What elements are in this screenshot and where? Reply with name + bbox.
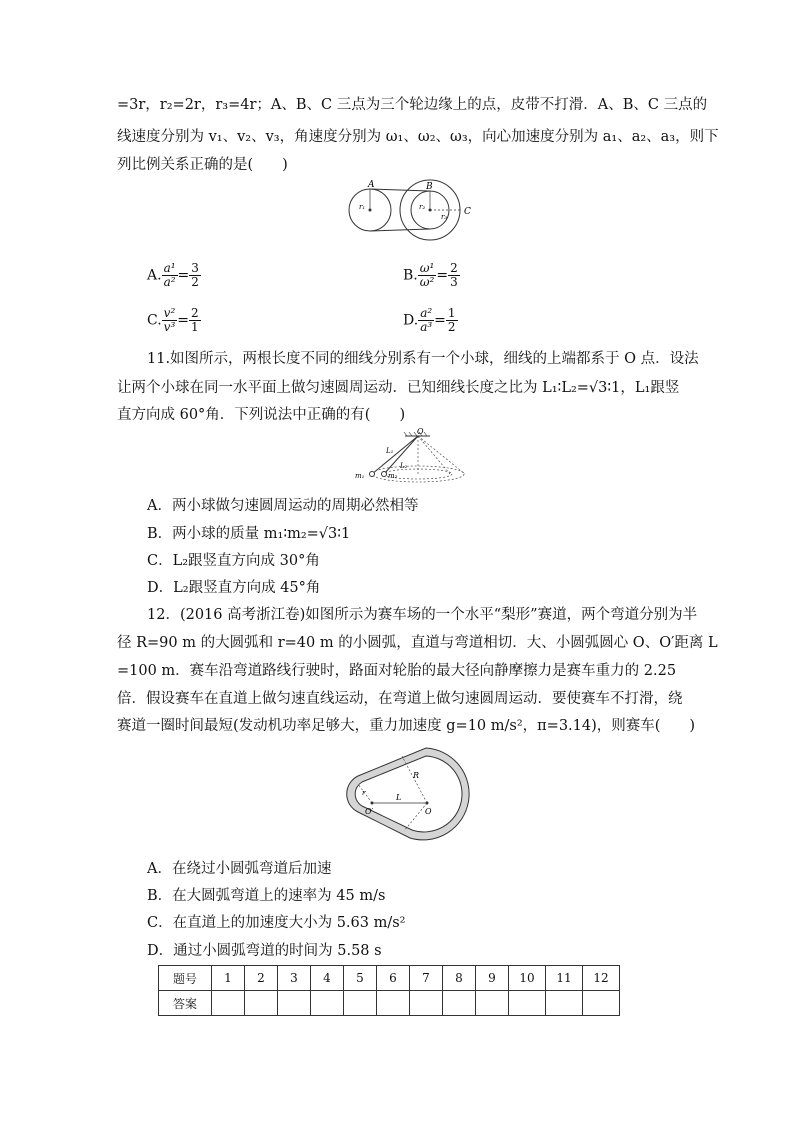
q11-line3: 直方向成 60°角．下列说法中正确的有( ) (117, 407, 406, 423)
table-cell: 8 (443, 966, 476, 991)
ratio-den: 3 (450, 275, 458, 289)
label-o: O (425, 807, 432, 816)
ratio-num: 3 (191, 261, 199, 275)
option-letter: C. (147, 312, 162, 329)
table-cell: 4 (311, 966, 344, 991)
table-cell: 1 (212, 966, 245, 991)
ratio-den: 2 (191, 275, 199, 289)
answer-table (158, 965, 620, 1016)
answer-cell[interactable] (278, 991, 311, 1016)
frac-den: ω² (419, 275, 435, 289)
label-o-prime: O′ (365, 807, 374, 816)
label-r-small: r (362, 789, 366, 797)
q12-line3: =100 m．赛车沿弯道路线行驶时，路面对轮胎的最大径向静摩擦力是赛车重力的 2.25 (117, 663, 677, 679)
frac-den: a³ (420, 320, 433, 334)
table-cell: 2 (245, 966, 278, 991)
label-m2: m₂ (388, 472, 398, 480)
label-l1: L₁ (386, 447, 394, 455)
frac-num: a¹ (163, 261, 176, 275)
q12-line4: 倍．假设赛车在直道上做匀速直线运动，在弯道上做匀速圆周运动．要使赛车不打滑，绕 (117, 691, 683, 707)
table-cell: 10 (509, 966, 546, 991)
q10-option-c[interactable] (147, 307, 201, 334)
answer-cell[interactable] (212, 991, 245, 1016)
table-cell: 3 (278, 966, 311, 991)
q12-line5: 赛道一圈时间最短(发动机功率足够大，重力加速度 g=10 m/s²，π=3.14)，则赛车( ) (117, 718, 696, 734)
q10-option-d[interactable] (403, 307, 458, 334)
ratio-num: 2 (450, 261, 458, 275)
answer-cell[interactable] (546, 991, 583, 1016)
answer-cell[interactable] (410, 991, 443, 1016)
table-row (159, 991, 620, 1016)
q11-option-a[interactable]: A．两小球做匀速圆周运动的周期必然相等 (147, 498, 419, 514)
q10-option-a[interactable] (147, 262, 201, 289)
table-row (159, 966, 620, 991)
label-o: O (417, 428, 424, 436)
frac-num: a² (420, 306, 433, 320)
track-figure (338, 744, 476, 844)
ratio-num: 1 (447, 306, 456, 320)
q12-line2: 径 R=90 m 的大圆弧和 r=40 m 的小圆弧，直道与弯道相切．大、小圆弧圆心 O、O′距离 L (117, 635, 718, 651)
label-c: C (464, 207, 471, 217)
q11-option-b[interactable]: B．两小球的质量 m₁∶m₂=√3∶1 (147, 526, 351, 542)
q10-line3: 列比例关系正确的是( ) (117, 157, 288, 173)
q10-line2: 线速度分别为 v₁、v₂、v₃，角速度分别为 ω₁、ω₂、ω₃，向心加速度分别为 a₁、a₂、a₃，则下 (117, 129, 719, 145)
q11-option-c[interactable]: C．L₂跟竖直方向成 30°角 (147, 553, 320, 569)
ratio-den: 2 (447, 320, 456, 334)
label-r-big: R (413, 771, 420, 780)
ratio-den: 1 (191, 320, 199, 334)
answer-cell[interactable] (443, 991, 476, 1016)
answer-cell[interactable] (377, 991, 410, 1016)
q12-option-c[interactable]: C．在直道上的加速度大小为 5.63 m/s² (147, 915, 406, 931)
q10-option-b[interactable] (403, 262, 460, 289)
option-letter: B. (403, 267, 418, 284)
table-cell: 11 (546, 966, 583, 991)
equals: = (177, 267, 190, 284)
option-letter: A. (147, 267, 162, 284)
equals: = (177, 312, 189, 329)
answer-cell[interactable] (509, 991, 546, 1016)
q12-option-d[interactable]: D．通过小圆弧弯道的时间为 5.58 s (147, 943, 382, 959)
table-cell: 7 (410, 966, 443, 991)
frac-num: ω¹ (419, 261, 435, 275)
option-letter: D. (403, 312, 419, 329)
label-r1: r₁ (359, 203, 366, 211)
pulley-figure (340, 178, 490, 248)
label-r2: r₂ (419, 203, 426, 211)
q11-line2: 让两个小球在同一水平面上做匀速圆周运动．已知细线长度之比为 L₁∶L₂=√3∶1，L₁跟竖 (117, 380, 680, 396)
pendulum-figure (350, 428, 470, 488)
q10-line1: =3r，r₂=2r，r₃=4r；A、B、C 三点为三个轮边缘上的点，皮带不打滑．A、B、C 三点的 (117, 97, 708, 113)
q12-line1: 12．(2016 高考浙江卷)如图所示为赛车场的一个水平“梨形”赛道，两个弯道分别为半 (147, 607, 698, 623)
label-l2: L₂ (400, 462, 408, 470)
table-header-cell: 答案 (159, 991, 212, 1016)
answer-cell[interactable] (311, 991, 344, 1016)
label-a: A (368, 180, 375, 190)
frac-den: a² (163, 275, 176, 289)
label-b: B (426, 182, 433, 192)
table-cell: 6 (377, 966, 410, 991)
label-m1: m₁ (355, 472, 365, 480)
ratio-num: 2 (191, 306, 199, 320)
frac-num: v² (163, 306, 176, 320)
table-cell: 12 (583, 966, 620, 991)
q12-option-b[interactable]: B．在大圆弧弯道上的速率为 45 m/s (147, 888, 386, 904)
equals: = (434, 312, 446, 329)
answer-cell[interactable] (245, 991, 278, 1016)
q11-line1: 11.如图所示，两根长度不同的细线分别系有一个小球，细线的上端都系于 O 点．设法 (147, 351, 699, 367)
answer-cell[interactable] (476, 991, 509, 1016)
q12-option-a[interactable]: A．在绕过小圆弧弯道后加速 (147, 861, 332, 877)
table-cell: 9 (476, 966, 509, 991)
answer-cell[interactable] (583, 991, 620, 1016)
equals: = (436, 267, 449, 284)
answer-cell[interactable] (344, 991, 377, 1016)
q11-option-d[interactable]: D．L₂跟竖直方向成 45°角 (147, 580, 321, 596)
label-l: L (396, 793, 402, 802)
table-cell: 5 (344, 966, 377, 991)
table-header-cell: 题号 (159, 966, 212, 991)
frac-den: v³ (163, 320, 176, 334)
label-r3: r₃ (441, 213, 448, 221)
